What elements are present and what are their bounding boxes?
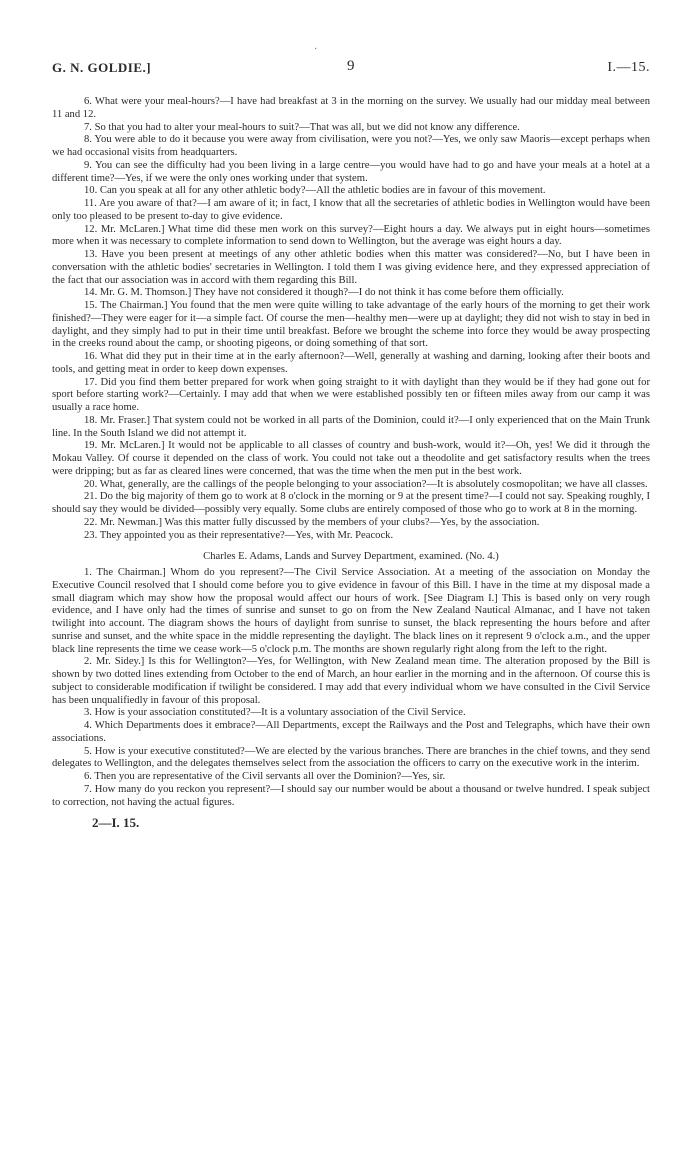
paragraph: 7. How many do you reckon you represent?—I should say our number would be about a thousand or twelve hundred. I speak subject to correction, not having the actual figures. bbox=[52, 783, 650, 808]
paragraph: 3. How is your association constituted?—It is a voluntary association of the Civil Service. bbox=[84, 707, 466, 719]
paragraph: 15. The Chairman.] You found that the men were quite willing to take advantage of the early hours of the morning to get their work finished?—They were eager for it—a simple fact. Of course the men—healthy men—were up at daylight; they did not wish to stay in bed in daylight, and they simply had to put in their time until breakfast. Before we brought the scheme into force they would be away prospecting in the creeks round about the camp, or shooting pigeons, or doing something of that sort. bbox=[52, 300, 650, 350]
paragraph: 2. Mr. Sidey.] Is this for Wellington?—Yes, for Wellington, with New Zealand mean time. The alteration proposed by the Bill is shown by two dotted lines extending from October to the end of March, an hour earlier in the morning and in the afternoon. Of course this is subject to considerable modification if twilight be considered. I may add that every individual whom we have consulted in the Civil Service has been unqualifiedly in favour of this proposal. bbox=[52, 656, 650, 706]
paragraph: 19. Mr. McLaren.] It would not be applicable to all classes of country and bush-work, would it?—Oh, yes! We did it through the Mokau Valley. Of course it depended on the class of work. You could not take out a theodolite and get satisfactory results when the trees were dripping; but as far as cleared lines were concerned, that was the time when the men put in the best work. bbox=[52, 440, 650, 477]
page-number: 9 bbox=[347, 58, 355, 74]
paragraph: 10. Can you speak at all for any other athletic body?—All the athletic bodies are in favour of this movement. bbox=[84, 185, 546, 197]
paragraph: 6. Then you are representative of the Civil servants all over the Dominion?—Yes, sir. bbox=[84, 771, 446, 782]
paragraph: 21. Do the big majority of them go to work at 8 o'clock in the morning or 9 at the present time?—I could not say. Speaking roughly, I should say they would be divided—possibly very equally. Some clubs are entirely composed of those who go to work at 8 in the morning. bbox=[52, 491, 650, 515]
paragraph: 13. Have you been present at meetings of any other athletic bodies when this matter was considered?—No, but I have been in conversation with the athletic bodies' secretaries in Wellington. I told them I was giving evidence here, and they expressed appreciation of the fact that our association was in accord with them regarding this Bill. bbox=[52, 249, 650, 286]
signature-mark: 2—I. 15. bbox=[92, 815, 140, 831]
paragraph: 5. How is your executive constituted?—We are elected by the various branches. There are branches in the chief towns, and they send delegates to Wellington, and the delegates themselves select from the association the officers to carry on the executive work in the interim. bbox=[52, 745, 650, 770]
paragraph: 16. What did they put in their time at in the early afternoon?—Well, generally at washing and darning, looking after their boots and tools, and getting meat in order to keep down expenses. bbox=[52, 351, 650, 375]
document-body bbox=[52, 96, 650, 809]
paper-reference: I.—15. bbox=[607, 60, 650, 75]
paragraph: 22. Mr. Newman.] Was this matter fully discussed by the members of your clubs?—Yes, by the association. bbox=[84, 516, 540, 528]
paragraph: 17. Did you find them better prepared for work when going straight to it with daylight than they would be if they had gone out for sport before starting work?—Certainly. I may add that when we were established possibly ten or fifteen miles away from our camp it was usually a race home. bbox=[52, 376, 650, 413]
scan-speck: · bbox=[314, 44, 318, 55]
document-page bbox=[52, 60, 650, 831]
paragraph: 1. The Chairman.] Whom do you represent?—The Civil Service Association. At a meeting of the association on Monday the Executive Council resolved that I should come before you to give evidence in favour of this Bill. I have in the time at my disposal made a small diagram which may show how the proposal would affect our hours of work. [See Diagram I.] This is based only on very rough evidence, and I have only had the times of sunrise and sunset to go on from the New Zealand Nautical Almanac, and I have not taken twilight into account. The diagram shows the hours of daylight from sunrise to sunset, the black representing the hours before and after sunrise and sunset, and the white space in the middle representing the daylight. The black lines on it represent 9 o'clock a.m., and the upper black line represents the time we cease work—5 o'clock p.m. The months are shown regularly right along from the left to the right. bbox=[52, 567, 650, 655]
paragraph: 4. Which Departments does it embrace?—All Departments, except the Railways and the Post and Telegraphs, which have their own associations. bbox=[52, 720, 650, 744]
paragraph: 23. They appointed you as their representative?—Yes, with Mr. Peacock. bbox=[84, 529, 394, 541]
paragraph: 20. What, generally, are the callings of the people belonging to your association?—It is absolutely cosmopolitan; we have all classes. bbox=[84, 478, 648, 490]
paragraph: 18. Mr. Fraser.] That system could not be worked in all parts of the Dominion, could it?—I only experienced that on the Main Trunk line. In the South Island we did not attempt it. bbox=[52, 414, 650, 439]
paragraph: 7. So that you had to alter your meal-hours to suit?—That was all, but we did not know any difference. bbox=[84, 121, 520, 133]
paragraph: 12. Mr. McLaren.] What time did these men work on this survey?—Eight hours a day. We always put in eight hours—sometimes more when it was necessary to complete information to send down to Wellington, but the average was eight hours a day. bbox=[52, 223, 650, 248]
paragraph: 8. You were able to do it because you were away from civilisation, were you not?—Yes, we only saw Maoris—except perhaps when we had occasional visits from headquarters. bbox=[52, 134, 650, 158]
running-header bbox=[52, 60, 650, 82]
paragraph: 9. You can see the difficulty had you been living in a large centre—you would have had to go and have your meals at a hotel at a different time?—Yes, if we were the only ones working under that system. bbox=[52, 159, 650, 184]
paragraph: 6. What were your meal-hours?—I have had breakfast at 3 in the morning on the survey. We usually had our midday meal between 11 and 12. bbox=[52, 96, 650, 120]
paragraph: 11. Are you aware of that?—I am aware of it; in fact, I know that all the secretaries of athletic bodies in Wellington would have been only too pleased to be present to-day to give evidence. bbox=[52, 198, 650, 222]
section-heading: Charles E. Adams, Lands and Survey Department, examined. (No. 4.) bbox=[203, 551, 499, 563]
paragraph: 14. Mr. G. M. Thomson.] They have not considered it though?—I do not think it has come before them officially. bbox=[84, 287, 564, 299]
header-witness: G. N. GOLDIE.] bbox=[52, 60, 152, 75]
